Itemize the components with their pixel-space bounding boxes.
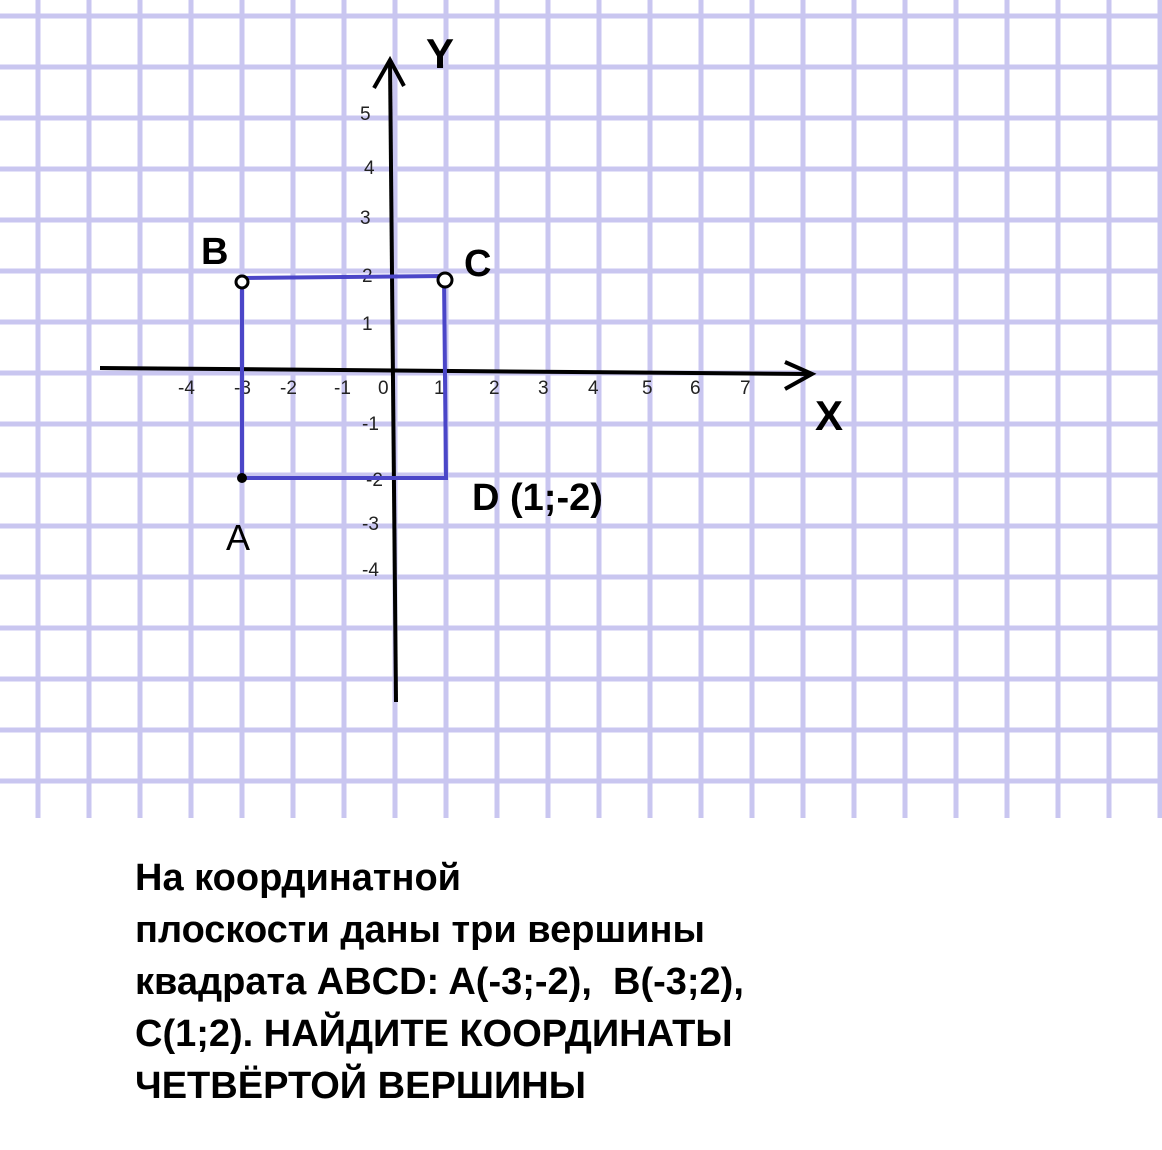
x-tick-labels	[178, 378, 751, 399]
x-tick-label: 5	[642, 378, 653, 399]
y-tick-label: 5	[360, 104, 371, 125]
y-tick-label: 2	[362, 266, 373, 287]
y-tick-label: -3	[362, 514, 379, 535]
problem-line-2: плоскости даны три вершины	[135, 909, 705, 951]
y-tick-label: 3	[360, 208, 371, 229]
axes	[100, 30, 843, 702]
y-axis-label: Y	[426, 30, 455, 77]
x-tick-label: 1	[434, 378, 445, 399]
x-tick-label: -1	[334, 378, 351, 399]
y-tick-label: 1	[362, 314, 373, 335]
y-tick-label: -1	[362, 414, 379, 435]
x-tick-label: 0	[378, 378, 389, 399]
x-tick-label: 6	[690, 378, 701, 399]
y-tick-labels	[360, 104, 383, 581]
point-a-marker	[237, 473, 247, 483]
x-tick-label: 4	[588, 378, 599, 399]
point-c-label: C	[464, 243, 492, 285]
point-b-marker	[236, 276, 248, 288]
problem-line-4: C(1;2). НАЙДИТЕ КООРДИНАТЫ	[135, 1013, 733, 1055]
y-tick-label: -2	[366, 470, 383, 491]
problem-statement	[135, 852, 1035, 1112]
x-tick-label: -4	[178, 378, 195, 399]
x-tick-label: 3	[538, 378, 549, 399]
x-tick-label: 7	[740, 378, 751, 399]
problem-line-5: ЧЕТВЁРТОЙ ВЕРШИНЫ	[135, 1065, 586, 1107]
y-tick-label: 4	[364, 158, 375, 179]
x-axis-label: X	[815, 392, 844, 439]
x-tick-label: 2	[489, 378, 500, 399]
x-tick-label: -3	[234, 378, 251, 399]
point-a-label: A	[226, 517, 251, 558]
point-c-marker	[438, 273, 452, 287]
y-tick-label: -4	[362, 560, 379, 581]
x-tick-label: -2	[280, 378, 297, 399]
problem-line-3: квадрата ABCD: A(-3;-2), B(-3;2),	[135, 961, 744, 1003]
point-b-label: B	[201, 231, 229, 273]
problem-line-1: На координатной	[135, 857, 462, 899]
point-d-label: D (1;-2)	[472, 477, 603, 519]
